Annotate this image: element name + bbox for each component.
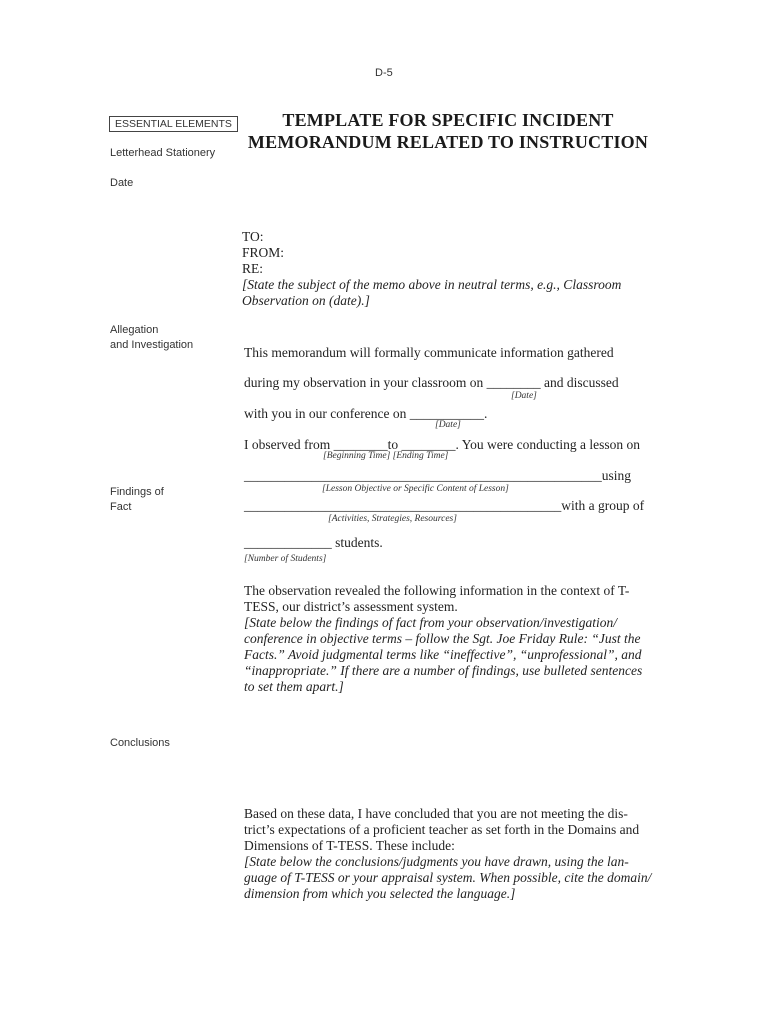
title-line-1: TEMPLATE FOR SPECIFIC INCIDENT [282,110,614,130]
allegation-line-6: _______________________________________________with a group of [244,498,645,513]
findings-line-1: The observation revealed the following information in the context of T- [244,583,630,598]
hint-times: [Beginning Time] [Ending Time] [323,451,449,461]
re-instruction-1: [State the subject of the memo above in neutral terms, e.g., Classroom [242,277,622,292]
findings-instruction-2: conference in objective terms – follow the Sgt. Joe Friday Rule: “Just the [244,631,641,646]
conclusions-block [244,806,662,902]
essential-elements-heading: ESSENTIAL ELEMENTS [109,116,238,132]
findings-instruction-5: to set them apart.] [244,679,344,694]
conclusions-instruction-1: [State below the conclusions/judgments you have drawn, using the lan- [244,854,629,869]
findings-instruction-4: “inappropriate.” If there are a number of findings, use bulleted sentences [244,663,643,678]
sidebar-investigation: and Investigation [110,339,194,351]
page-number: D-5 [375,67,393,79]
findings-instruction-1: [State below the findings of fact from your observation/investigation/ [244,615,617,630]
sidebar-allegation: Allegation [110,324,159,336]
re-instruction-2: Observation on (date).] [242,293,370,308]
findings-block [244,583,662,695]
conclusions-instruction-3: dimension from which you selected the language.] [244,886,516,901]
hint-activities: [Activities, Strategies, Resources] [328,514,457,524]
sidebar-conclusions: Conclusions [110,737,170,749]
sidebar-letterhead: Letterhead Stationery [110,147,216,159]
sidebar-date: Date [110,177,134,189]
sidebar-findings: Findings of [110,486,164,498]
hint-date-2: [Date] [435,420,461,430]
allegation-line-7: _____________ students. [244,535,383,550]
re-field: RE: [242,261,264,276]
conclusions-line-3: Dimensions of T-TESS. These include: [244,838,455,853]
from-field: FROM: [242,245,285,260]
allegation-line-1: This memorandum will formally communicate information gathered [244,345,614,360]
hint-objective: [Lesson Objective or Specific Content of Lesson] [322,484,509,494]
sidebar-fact: Fact [110,501,132,513]
hint-students: [Number of Students] [244,554,327,564]
conclusions-instruction-2: guage of T-TESS or your appraisal system. When possible, cite the domain/ [244,870,652,885]
allegation-line-3: with you in our conference on ___________. [244,406,488,421]
findings-line-2: TESS, our district’s assessment system. [244,599,458,614]
to-field: TO: [242,229,264,244]
allegation-line-2: during my observation in your classroom on ________ and discussed [244,375,619,390]
findings-instruction-3: Facts.” Avoid judgmental terms like “ineffective”, “unprofessional”, and [244,647,642,662]
conclusions-line-1: Based on these data, I have concluded that you are not meeting the dis- [244,806,628,821]
allegation-line-4: I observed from ________to ________. You were conducting a lesson on [244,437,640,452]
conclusions-line-2: trict’s expectations of a proficient teacher as set forth in the Domains and [244,822,640,837]
memo-title [234,109,662,153]
allegation-line-5: _____________________________________________________using [244,468,632,483]
hint-date-1: [Date] [511,391,537,401]
title-line-2: MEMORANDUM RELATED TO INSTRUCTION [247,132,649,152]
